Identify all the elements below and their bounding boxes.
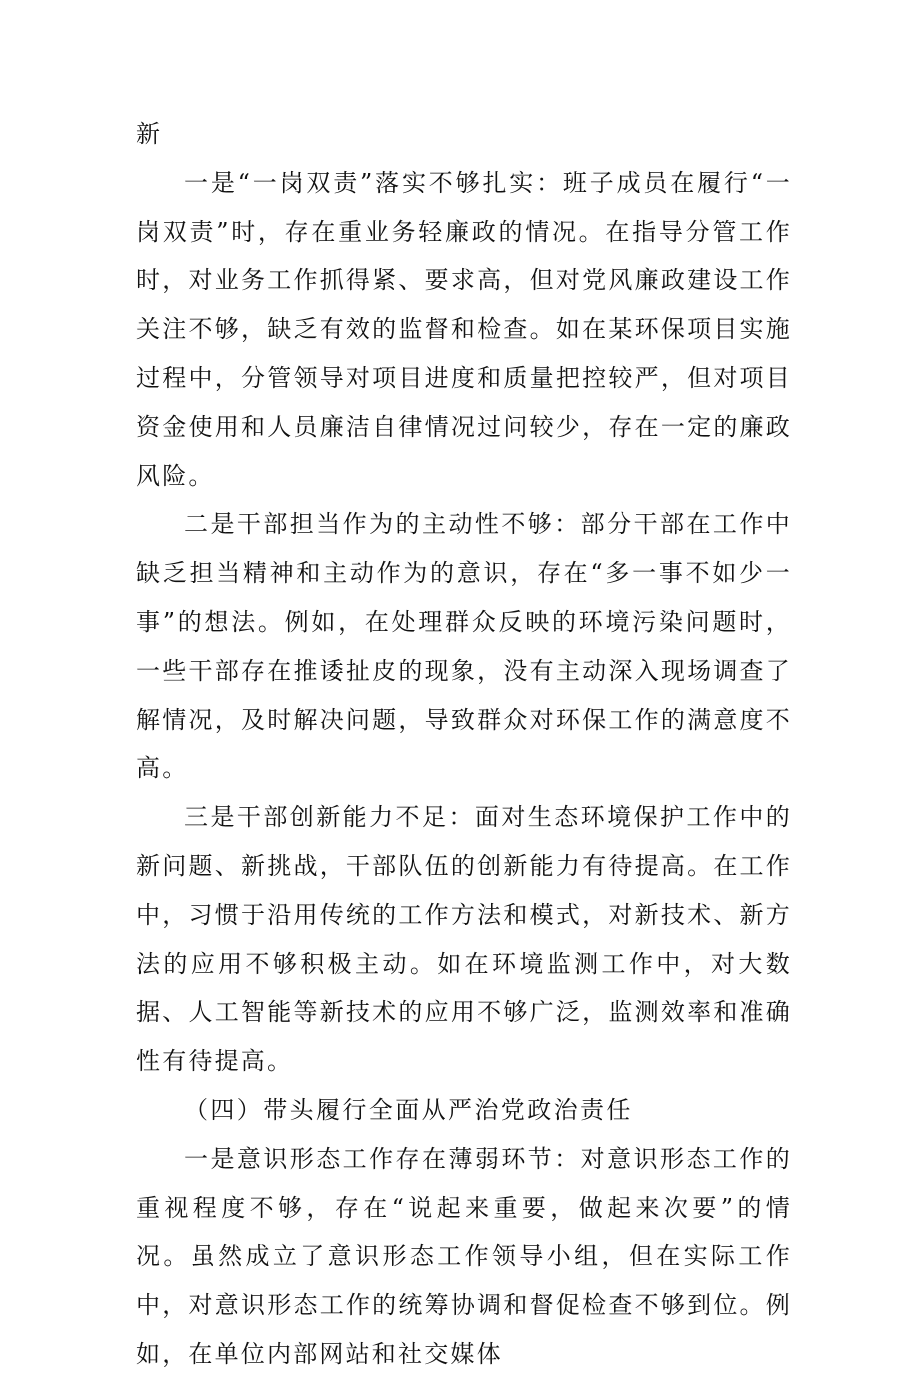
paragraph-cadre-innovation: 三是干部创新能力不足：面对生态环境保护工作中的新问题、新挑战，干部队伍的创新能力有待提高。在工作中，习惯于沿用传统的工作方法和模式，对新技术、新方法的应用不够积极主动。如在环境监测工作中，对大数据、人工智能等新技术的应用不够广泛，监测效率和准确性有待提高。: [136, 803, 792, 1076]
section-heading: （四）带头履行全面从严治党政治责任: [184, 1095, 633, 1124]
document-body: [136, 110, 792, 1379]
paragraph-continuation: 新: [136, 120, 163, 148]
paragraph-one-post-two-duties: 一是“一岗双责”落实不够扎实：班子成员在履行“一岗双责”时，存在重业务轻廉政的情况。在指导分管工作时，对业务工作抓得紧、要求高，但对党风廉政建设工作关注不够，缺乏有效的监督和检查。如在某环保项目实施过程中，分管领导对项目进度和质量把控较严，但对项目资金使用和人员廉洁自律情况过问较少，存在一定的廉政风险。: [136, 168, 792, 490]
paragraph-ideology-work: 一是意识形态工作存在薄弱环节：对意识形态工作的重视程度不够，存在“说起来重要，做起来次要”的情况。虽然成立了意识形态工作领导小组，但在实际工作中，对意识形态工作的统筹协调和督促检查不够到位。例如，在单位内部网站和社交媒体: [136, 1144, 792, 1368]
paragraph-cadre-initiative: 二是干部担当作为的主动性不够：部分干部在工作中缺乏担当精神和主动作为的意识，存在“多一事不如少一事”的想法。例如，在处理群众反映的环境污染问题时，一些干部存在推诿扯皮的现象，没有主动深入现场调查了解情况，及时解决问题，导致群众对环保工作的满意度不高。: [136, 510, 792, 783]
